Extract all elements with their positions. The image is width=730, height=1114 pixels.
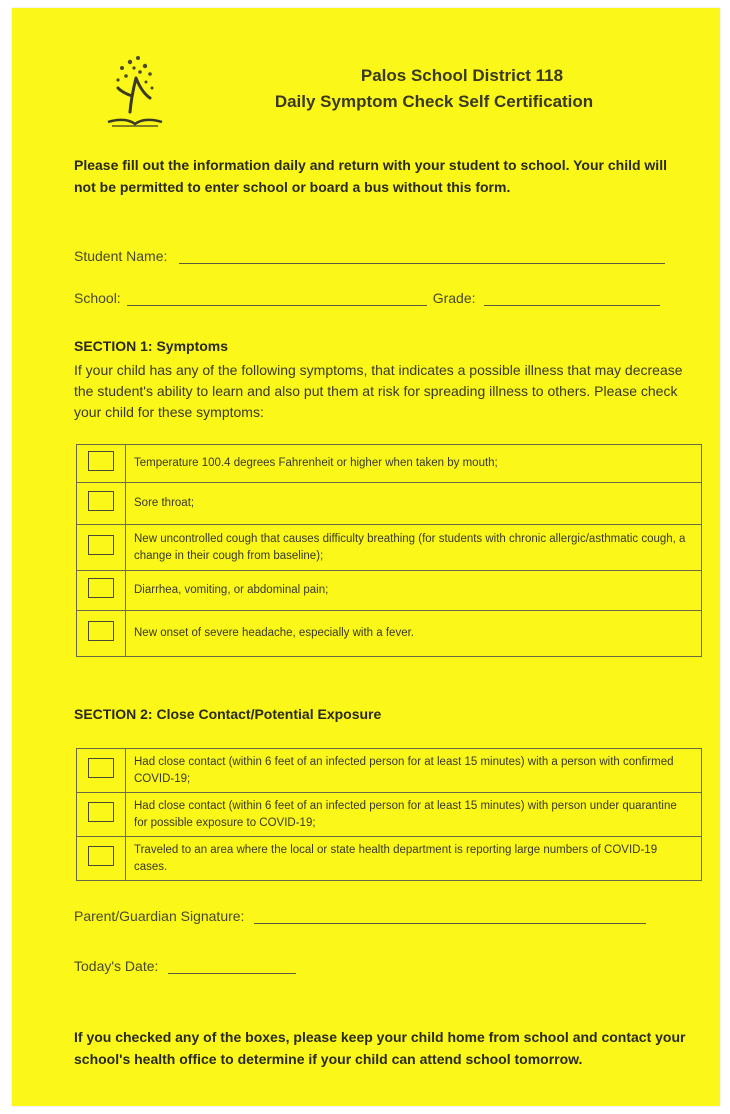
symptom-text: Sore throat; xyxy=(126,483,702,525)
symptom-text: New uncontrolled cough that causes difficulty breathing (for students with chronic allergic/asthmatic cough, a change in their cough from baseline); xyxy=(126,525,702,571)
checklist-row xyxy=(77,483,702,525)
exposure-checklist xyxy=(76,748,702,881)
form-title: Daily Symptom Check Self Certification xyxy=(274,92,594,111)
grade-field[interactable] xyxy=(484,291,660,306)
symptom-checkbox-4[interactable] xyxy=(88,578,114,598)
district-logo xyxy=(100,48,170,138)
signature-row xyxy=(74,908,646,924)
exposure-checkbox-2[interactable] xyxy=(88,802,114,822)
school-grade-row xyxy=(74,290,660,306)
date-field[interactable] xyxy=(168,959,296,974)
exposure-text: Traveled to an area where the local or state health department is reporting large numbers of COVID-19 cases. xyxy=(126,837,702,881)
symptom-checkbox-1[interactable] xyxy=(88,451,114,471)
checklist-row xyxy=(77,445,702,483)
symptom-checkbox-5[interactable] xyxy=(88,621,114,641)
checklist-row xyxy=(77,837,702,881)
school-field[interactable] xyxy=(127,291,427,306)
grade-label: Grade: xyxy=(432,290,476,306)
exposure-text: Had close contact (within 6 feet of an infected person for at least 15 minutes) with a person with confirmed COVID-19; xyxy=(126,749,702,793)
signature-label: Parent/Guardian Signature: xyxy=(74,908,245,924)
checklist-row xyxy=(77,749,702,793)
section1-heading: SECTION 1: Symptoms xyxy=(74,338,229,354)
symptom-checkbox-3[interactable] xyxy=(88,535,114,555)
district-name: Palos School District 118 xyxy=(360,66,564,85)
symptom-text: Diarrhea, vomiting, or abdominal pain; xyxy=(126,571,702,611)
student-name-field[interactable] xyxy=(179,249,665,264)
closing-instructions: If you checked any of the boxes, please keep your child home from school and contact your school's health office to determine if your child can attend school tomorrow. xyxy=(74,1029,686,1067)
student-name-label: Student Name: xyxy=(74,248,168,264)
exposure-checkbox-1[interactable] xyxy=(88,758,114,778)
date-row xyxy=(74,958,296,974)
signature-field[interactable] xyxy=(254,909,646,924)
student-name-row xyxy=(74,248,665,264)
symptom-checkbox-2[interactable] xyxy=(88,491,114,511)
exposure-checkbox-3[interactable] xyxy=(88,846,114,866)
exposure-text: Had close contact (within 6 feet of an infected person for at least 15 minutes) with person under quarantine for possible exposure to COVID-19; xyxy=(126,793,702,837)
form-sheet xyxy=(12,8,720,1106)
symptom-text: Temperature 100.4 degrees Fahrenheit or higher when taken by mouth; xyxy=(126,445,702,483)
symptom-text: New onset of severe headache, especially with a fever. xyxy=(126,611,702,657)
checklist-row xyxy=(77,793,702,837)
symptoms-checklist xyxy=(76,444,702,657)
date-label: Today's Date: xyxy=(74,958,159,974)
instructions-text: Please fill out the information daily and return with your student to school. Your child will not be permitted to enter school or board a bus without this form. xyxy=(74,157,667,195)
school-label: School: xyxy=(74,290,121,306)
section2-heading: SECTION 2: Close Contact/Potential Exposure xyxy=(74,706,382,722)
checklist-row xyxy=(77,571,702,611)
checklist-row xyxy=(77,525,702,571)
section1-description: If your child has any of the following symptoms, that indicates a possible illness that may decrease the student's ability to learn and also put them at risk for spreading illness to others. Please check your child for these symptoms: xyxy=(74,362,683,420)
checklist-row xyxy=(77,611,702,657)
